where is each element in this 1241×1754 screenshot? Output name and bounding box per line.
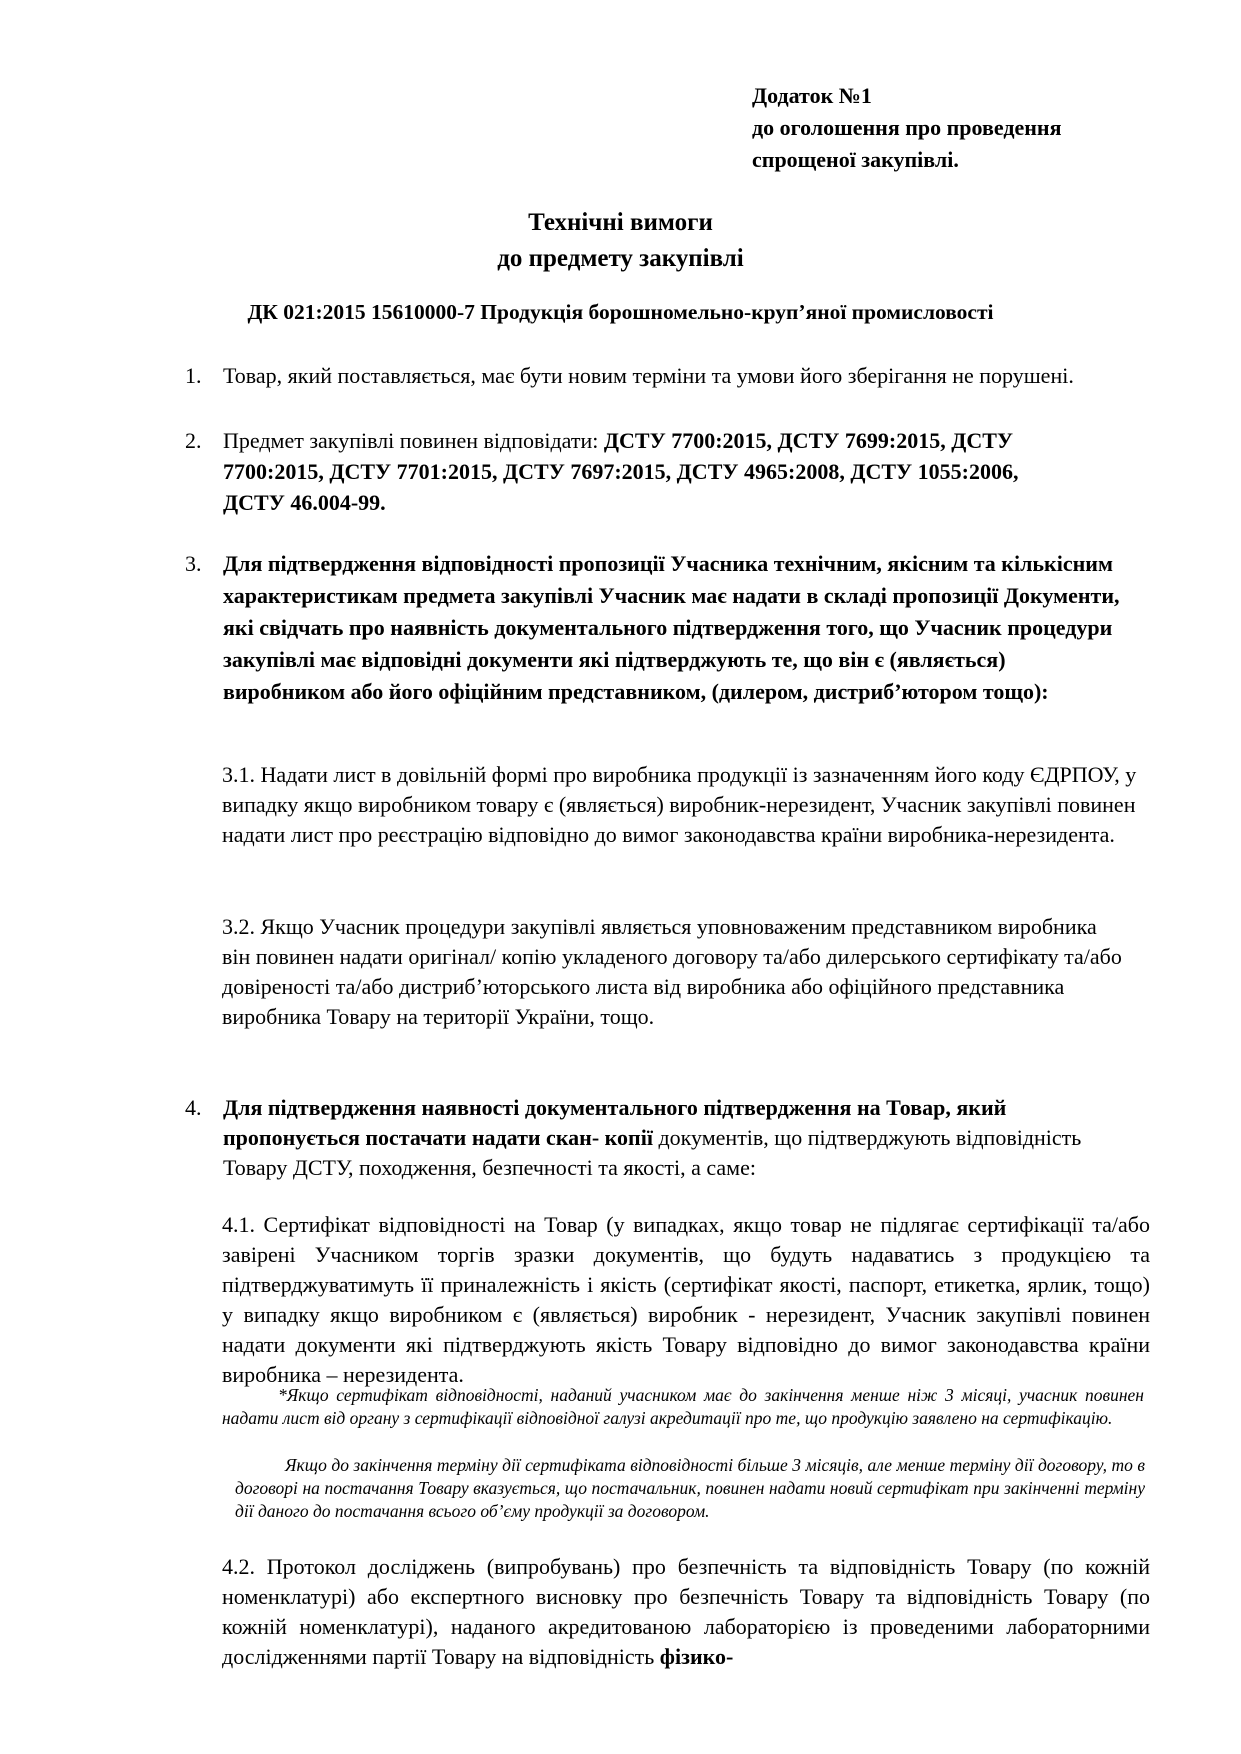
- subsection-4-2: [222, 1552, 1150, 1672]
- subsection-4-2-text: 4.2. Протокол досліджень (випробувань) про безпечність та відповідність Товару (по кожній номенклатурі) або експертного висновку про безпечність Товару та відповідність Товару (по кожній номенклатурі), наданого акредитованою лабораторією із проведеними лабораторними дослідженнями партії Товару на відповідність: [222, 1554, 1150, 1669]
- list-item-3: [185, 548, 1125, 708]
- title-line-1: Технічні вимоги: [528, 209, 713, 236]
- subsection-4-2-bold: фізико-: [659, 1644, 734, 1669]
- list-item-text: Товар, який поставляється, має бути новим терміни та умови його зберігання не порушені.: [223, 363, 1074, 388]
- list-item-text: [223, 425, 1063, 518]
- list-item-4: [185, 1093, 1125, 1183]
- document-subtitle: ДК 021:2015 15610000-7 Продукція борошномельно-круп’яної промисловості: [247, 300, 994, 324]
- list-item-2: [185, 425, 1085, 518]
- list-item-number: 1.: [185, 363, 202, 388]
- appendix-header: [752, 80, 1062, 176]
- list-item-1: [185, 360, 1085, 392]
- appendix-line-2: до оголошення про проведення: [752, 115, 1062, 140]
- footnote-2: Якщо до закінчення терміну дії сертифіката відповідності більше 3 місяців, але менше терміну дії договору, то в договорі на постачання Товару вказується, що постачальник, повинен надати новий сертифікат при закінченні терміну дії даного до постачання всього об’єму продукції за договором.: [235, 1455, 1145, 1521]
- list-item-bold-text: Для підтвердження наявності документального підтвердження на Товар, який пропонується постачати надати скан- копії: [223, 1095, 1007, 1150]
- list-item-number: 3.: [185, 551, 202, 576]
- appendix-line-3: спрощеної закупівлі.: [752, 147, 959, 172]
- list-item-text: [223, 1093, 1125, 1183]
- document-title: [0, 205, 1241, 277]
- list-item-text: Для підтвердження відповідності пропозиції Учасника технічним, якісним та кількісним характеристикам предмета закупівлі Учасник має надати в складі пропозиції Документи, які свідчать про наявність документального підтвердження того, що Учасник процедури закупівлі має відповідні документи які підтверджують те, що він є (являється) виробником або його офіційним представником, (дилером, дистриб’ютором тощо):: [223, 551, 1120, 704]
- subsection-3-1: 3.1. Надати лист в довільній формі про виробника продукції із зазначенням його коду ЄДРПОУ, у випадку якщо виробником товару є (являється) виробник-нерезидент, Учасник закупівлі повинен надати лист про реєстрацію відповідно до вимог законодавства країни виробника-нерезидента.: [222, 762, 1137, 847]
- footnote-1: *Якщо сертифікат відповідності, наданий учасником має до закінчення менше ніж 3 місяці, учасник повинен надати лист від органу з сертифікації відповідної галузі акредитації про те, що продукцію заявлено на сертифікацію.: [222, 1385, 1144, 1428]
- title-line-2: до предмету закупівлі: [497, 245, 744, 272]
- subsection-4-1: 4.1. Сертифікат відповідності на Товар (у випадках, якщо товар не підлягає сертифікації та/або завірені Учасником торгів зразки документів, що будуть надаватись з продукцією та підтверджуватимуть її приналежність і якість (сертифікат якості, паспорт, етикетка, ярлик, тощо) у випадку якщо виробником є (являється) виробник - нерезидент, Учасник закупівлі повинен надати документи які підтверджують якість Товару відповідно до вимог законодавства країни виробника – нерезидента.: [222, 1212, 1150, 1387]
- list-item-number: 2.: [185, 428, 202, 453]
- standards-list: ДСТУ 7700:2015, ДСТУ 7699:2015, ДСТУ 7700:2015, ДСТУ 7701:2015, ДСТУ 7697:2015, ДСТУ 4965:2008, ДСТУ 1055:2006, ДСТУ 46.004-99.: [223, 428, 1019, 515]
- standards-intro: Предмет закупівлі повинен відповідати:: [223, 428, 599, 453]
- list-item-rest-text: документів, що підтверджують відповідність Товару ДСТУ, походження, безпечності та якості, а саме:: [223, 1125, 1082, 1180]
- list-item-number: 4.: [185, 1095, 202, 1120]
- appendix-line-1: Додаток №1: [752, 83, 872, 108]
- subsection-3-2: 3.2. Якщо Учасник процедури закупівлі являється уповноваженим представником виробника він повинен надати оригінал/ копію укладеного договору та/або дилерського сертифікату та/або довіреності та/або дистриб’юторського листа від виробника або офіційного представника виробника Товару на території України, тощо.: [222, 914, 1122, 1029]
